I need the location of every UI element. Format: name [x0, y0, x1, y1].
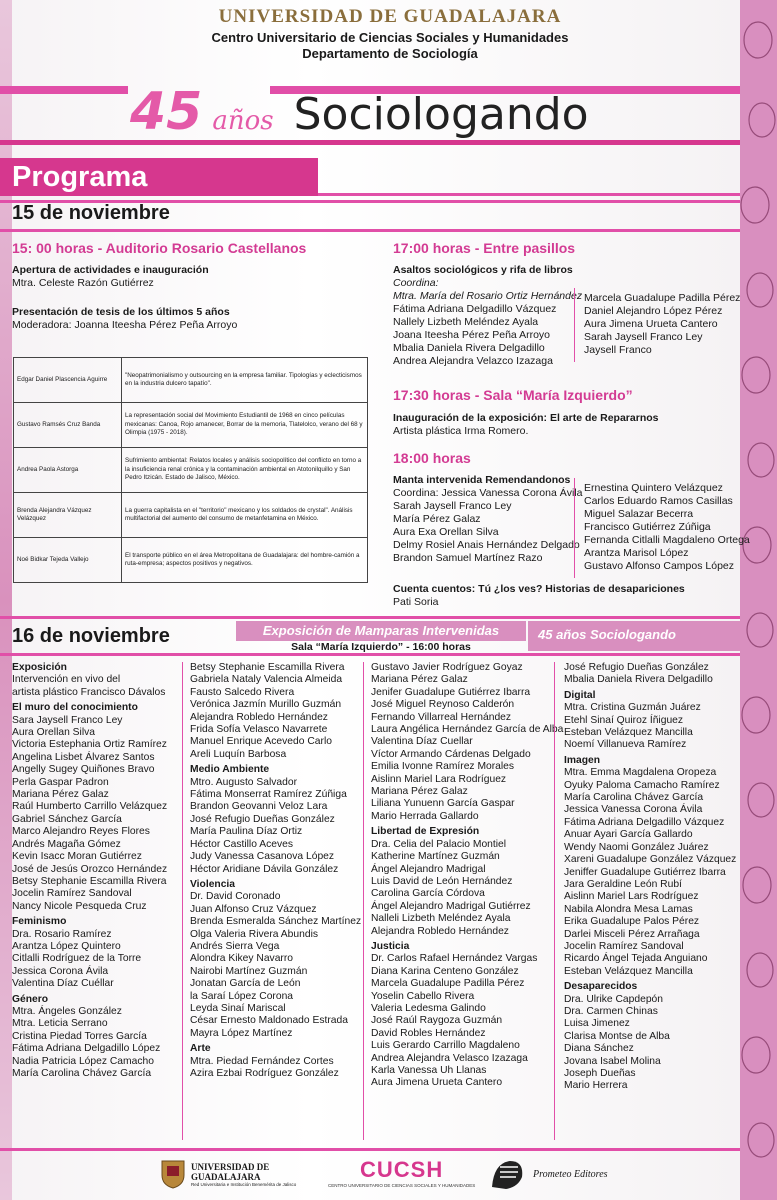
- list-item: Mbalia Daniela Rivera Delgadillo: [393, 342, 545, 354]
- list-item: Aura Exa Orellan Silva: [393, 526, 499, 538]
- list-item: Fátima Adriana Delgadillo Vázquez: [564, 816, 725, 828]
- list-item: Victoria Estephania Ortiz Ramírez: [12, 739, 167, 751]
- list-item: Mtra. Cristina Guzmán Juárez: [564, 702, 701, 714]
- list-item: Angelina Lisbet Álvarez Santos: [12, 751, 155, 763]
- thesis-title: "Neopatrimonialismo y outsourcing en la empresa familiar. Tipologías y eclecticismos en la industria dulcero tapatío".: [122, 358, 368, 403]
- list-item: Azira Ezbai Rodríguez González: [190, 1068, 339, 1079]
- list-item: María Pérez Galaz: [393, 513, 481, 525]
- list-item: Mbalia Daniela Rivera Delgadillo: [564, 674, 713, 686]
- cucsh-sub: CENTRO UNIVERSITARIO DE CIENCIAS SOCIALES Y HUMANIDADES: [328, 1183, 476, 1188]
- thesis-author: Noé Bidkar Tejeda Vallejo: [14, 538, 122, 583]
- day2-column-4: [564, 662, 736, 1093]
- list-item: Gabriela Nataly Valencia Almeida: [190, 674, 343, 686]
- list-item: Erika Guadalupe Palos Pérez: [564, 916, 700, 928]
- column-separator: [554, 662, 555, 1140]
- list-item: María Carolina Chávez García: [12, 1068, 152, 1079]
- list-item: Jeniffer Guadalupe Gutiérrez Ibarra: [564, 866, 726, 878]
- list-item: Liliana Yunuenn García Gaspar: [371, 798, 515, 810]
- section-heading: Arte: [190, 1043, 211, 1055]
- day2-date: 16 de noviembre: [12, 625, 170, 647]
- list-item: Valentina Díaz Cuéllar: [12, 978, 114, 990]
- list-item: Laura Angélica Hernández García de Alba: [371, 724, 564, 736]
- list-item: Ernestina Quintero Velázquez: [584, 482, 723, 494]
- section-heading: Feminismo: [12, 916, 67, 928]
- list-item: Fátima Adriana Delgadillo Vázquez: [393, 303, 557, 315]
- list-item: Nadia Patricia López Camacho: [12, 1055, 154, 1067]
- footer: [0, 1155, 740, 1195]
- cuenta-person: Pati Soria: [393, 596, 439, 608]
- list-item: Verónica Jazmín Murillo Guzmán: [190, 699, 342, 711]
- list-item: Mtra. Leticia Serrano: [12, 1018, 108, 1030]
- day2-column-1: [12, 662, 167, 1080]
- list-item: Carolina García Córdova: [371, 888, 485, 900]
- list-item: Aislinn Mariel Lars Rodríguez: [564, 891, 699, 903]
- list-item: Etehl Sinaí Quiroz Íñiguez: [564, 714, 684, 726]
- section-heading: Digital: [564, 689, 596, 701]
- list-item: Gustavo Javier Rodríguez Goyaz: [371, 662, 523, 673]
- list-item: David Robles Hernández: [371, 1027, 486, 1039]
- list-item: Angelly Sugey Quiñones Bravo: [12, 764, 155, 776]
- list-item: Mario Herrera: [564, 1080, 628, 1092]
- udg-logo: [160, 1159, 296, 1189]
- list-item: Fernanda Citlalli Magdaleno Ortega: [584, 534, 750, 546]
- list-item: Héctor Castillo Aceves: [190, 838, 294, 850]
- list-item: Darlei Misceli Pérez Arrañaga: [564, 928, 700, 940]
- list-item: Marcela Guadalupe Padilla Pérez: [371, 978, 525, 990]
- udg-line2: GUADALAJARA: [191, 1171, 261, 1182]
- list-item: Cristina Piedad Torres García: [12, 1030, 147, 1042]
- theses-table: [13, 357, 368, 583]
- anios-tag: 45 años Sociologando: [538, 627, 676, 642]
- thesis-title: Sufrimiento ambiental: Relatos locales y análisis sociopolítico del conflicto en torno a la insuficiencia renal crónica y la contaminación ambiental en Atotonilquillo y San Pedro Itzicán. Estado de Jalisco, México.: [122, 448, 368, 493]
- day1-1730-heading: 17:30 horas - Sala “María Izquierdo”: [393, 387, 633, 403]
- list-item: Oyuky Paloma Camacho Ramírez: [564, 779, 720, 791]
- list-item: Gabriel Sánchez García: [12, 813, 122, 825]
- manta-right-block: [584, 482, 750, 573]
- banner-line-left: [0, 86, 128, 94]
- table-row: [14, 448, 368, 493]
- list-item: la Saraí López Corona: [190, 990, 294, 1002]
- thesis-title: La guerra capitalista en el "territorio" mexicano y los soldados de crystal". Análisis multifactorial del aumento del consumo de metanfetamina en México.: [122, 493, 368, 538]
- list-item: María Paulina Díaz Ortiz: [190, 826, 303, 838]
- list-item: Esteban Velázquez Mancilla: [564, 965, 693, 977]
- programa-title: Programa: [12, 161, 148, 193]
- thesis-author: Andrea Paola Astorga: [14, 448, 122, 493]
- list-item: Noemí Villanueva Ramírez: [564, 739, 687, 751]
- asaltos-title: Asaltos sociológicos y rifa de libros: [393, 264, 573, 276]
- list-item: Fernando Villarreal Hernández: [371, 711, 512, 723]
- list-item: artista plástico Francisco Dávalos: [12, 686, 166, 698]
- list-item: Nabila Alondra Mesa Lamas: [564, 903, 693, 915]
- cucsh-logo: [328, 1157, 475, 1188]
- list-item: Jocelin Ramírez Sandoval: [564, 940, 684, 952]
- list-item: Luisa Jimenez: [564, 1018, 630, 1030]
- day1-1500-heading: 15: 00 horas - Auditorio Rosario Castellanos: [12, 240, 307, 256]
- thesis-title: El transporte público en el área Metropolitana de Guadalajara: del hombre-camión a ruta-empresa; aspectos positivos y negativos.: [122, 538, 368, 583]
- list-item: Coordina: Jessica Vanessa Corona Ávila: [393, 487, 583, 499]
- prometeo-name: Prometeo Editores: [533, 1168, 608, 1180]
- opening-person: Mtra. Celeste Razón Gutiérrez: [12, 277, 154, 289]
- list-item: Manuel Enrique Acevedo Carlo: [190, 736, 332, 748]
- list-item: Nallely Lizbeth Meléndez Ayala: [393, 316, 539, 328]
- section-heading: Exposición: [12, 662, 67, 673]
- column-separator: [182, 662, 183, 1140]
- list-item: Joseph Dueñas: [564, 1068, 636, 1079]
- column-separator: [363, 662, 364, 1140]
- list-item: José Raúl Raygoza Guzmán: [371, 1015, 503, 1027]
- table-row: [14, 358, 368, 403]
- theses-title: Presentación de tesis de los últimos 5 años: [12, 306, 230, 318]
- list-item: Wendy Naomi González Juárez: [564, 841, 709, 853]
- list-item: Mtra. Ángeles González: [12, 1005, 122, 1017]
- list-item: Marcela Guadalupe Padilla Pérez: [584, 292, 741, 304]
- anniversary-name: Sociologando: [293, 89, 589, 140]
- theses-moderator: Moderadora: Joanna Iteesha Pérez Peña Arroyo: [12, 319, 238, 331]
- anniversary-word: años: [212, 106, 274, 136]
- list-item: Nancy Nicole Pesqueda Cruz: [12, 900, 147, 912]
- list-item: Perla Gaspar Padron: [12, 776, 109, 788]
- list-item: Alondra Kikey Navarro: [190, 953, 294, 965]
- university-name: UNIVERSIDAD DE GUADALAJARA: [218, 6, 562, 27]
- department-name: Departamento de Sociología: [302, 46, 478, 61]
- manta-separator: [574, 478, 575, 578]
- list-item: Valentina Díaz Cuellar: [371, 736, 473, 748]
- list-item: Arantza López Quintero: [12, 940, 121, 952]
- list-item: Alejandra Robledo Hernández: [371, 925, 509, 937]
- list-item: Esteban Velázquez Mancilla: [564, 727, 693, 739]
- list-item: Citlalli Rodríguez de la Torre: [12, 953, 142, 965]
- list-item: Dr. David Coronado: [190, 891, 281, 903]
- anniversary-title: [130, 82, 589, 142]
- list-item: Mariana Pérez Galaz: [371, 786, 468, 798]
- section-heading: Justicia: [371, 940, 410, 952]
- list-item: Francisco Gutiérrez Zúñiga: [584, 521, 711, 533]
- list-item: Sara Jaysell Franco Ley: [12, 714, 123, 726]
- udg-line1: UNIVERSIDAD DE: [191, 1161, 270, 1172]
- cucsh-wordmark: CUCSH: [360, 1157, 444, 1182]
- list-item: Héctor Aridiane Dávila González: [190, 863, 339, 875]
- thesis-author: Gustavo Ramsés Cruz Banda: [14, 403, 122, 448]
- list-item: Fátima Monserrat Ramírez Zúñiga: [190, 789, 347, 801]
- list-item: Alejandra Robledo Hernández: [190, 711, 328, 723]
- list-item: Jessica Vanessa Corona Ávila: [564, 804, 703, 816]
- list-item: Diana Karina Centeno González: [371, 965, 519, 977]
- header: [120, 6, 660, 61]
- asaltos-block: [393, 264, 582, 368]
- thesis-author: Edgar Daniel Plascencia Aguirre: [14, 358, 122, 403]
- list-item: Miguel Salazar Becerra: [584, 508, 694, 520]
- cuenta-block: [393, 583, 685, 609]
- list-item: Sarah Jaysell Franco Ley: [393, 500, 512, 512]
- list-item: Nalleli Lizbeth Meléndez Ayala: [371, 913, 511, 925]
- list-item: Aura Jimena Urueta Cantero: [371, 1077, 503, 1089]
- anniversary-number: 45: [130, 82, 203, 142]
- section-heading: Medio Ambiente: [190, 764, 270, 776]
- list-item: Olga Valeria Rivera Abundis: [190, 928, 319, 940]
- center-name: Centro Universitario de Ciencias Sociales y Humanidades: [211, 30, 569, 45]
- mamparas-sala: Sala “María Izquierdo” - 16:00 horas: [291, 641, 471, 653]
- list-item: Ángel Alejandro Madrigal Gutiérrez: [371, 900, 531, 912]
- thesis-title: La representación social del Movimiento Estudiantil de 1968 en cinco películas mexicanas: Canoa, Rojo amanecer, Borrar de la memoria, Tlatelolco, verano del 68 y Olimpia (1975 - 2018).: [122, 403, 368, 448]
- section-heading: El muro del conocimiento: [12, 702, 138, 714]
- list-item: Mariana Pérez Galaz: [371, 674, 468, 686]
- list-item: Daniel Alejandro López Pérez: [584, 305, 723, 317]
- list-item: Mtra. Emma Magdalena Oropeza: [564, 767, 717, 779]
- list-item: Andrés Magaña Gómez: [12, 838, 121, 850]
- expo-artist: Artista plástica Irma Romero.: [393, 425, 529, 437]
- list-item: Arantza Marisol López: [584, 547, 689, 559]
- list-item: Mariana Pérez Galaz: [12, 789, 109, 801]
- list-item: Jaysell Franco: [584, 344, 652, 356]
- list-item: Brandon Samuel Martínez Razo: [393, 552, 543, 564]
- list-item: Mayra López Martínez: [190, 1027, 293, 1039]
- list-item: Luis Gerardo Carrillo Magdaleno: [371, 1040, 520, 1052]
- list-item: Dr. Carlos Rafael Hernández Vargas: [371, 953, 538, 965]
- list-item: Aislinn Mariel Lara Rodríguez: [371, 773, 507, 785]
- list-item: Areli Luquín Barbosa: [190, 748, 287, 760]
- day1-1700-heading: 17:00 horas - Entre pasillos: [393, 240, 576, 256]
- expo-block: [393, 412, 659, 438]
- list-item: Nairobi Martínez Guzmán: [190, 965, 308, 977]
- list-item: Dra. Ulrike Capdepón: [564, 993, 664, 1005]
- table-row: [14, 493, 368, 538]
- list-item: Xareni Guadalupe González Vázquez: [564, 854, 737, 866]
- list-item: Jara Geraldine León Rubí: [564, 878, 682, 890]
- list-item: Diana Sánchez: [564, 1043, 634, 1055]
- table-row: [14, 538, 368, 583]
- section-heading: Violencia: [190, 878, 236, 890]
- opening-block: [12, 264, 209, 290]
- right-decorative-faces-strip: [740, 0, 777, 1200]
- section-heading: Libertad de Expresión: [371, 826, 480, 838]
- list-item: Mario Herrada Gallardo: [371, 810, 479, 822]
- list-item: Gustavo Alfonso Campos López: [584, 560, 735, 572]
- list-item: Jenifer Guadalupe Gutiérrez Ibarra: [371, 686, 531, 698]
- prometeo-face-icon: [488, 1157, 528, 1191]
- prometeo-logo: [488, 1157, 608, 1191]
- list-item: Jocelin Ramírez Sandoval: [12, 888, 132, 900]
- expo-title: Inauguración de la exposición: El arte de Repararnos: [393, 412, 659, 424]
- list-item: Víctor Armando Cárdenas Delgado: [371, 748, 531, 760]
- list-item: Marco Alejandro Reyes Flores: [12, 826, 150, 838]
- list-item: César Ernesto Maldonado Estrada: [190, 1015, 348, 1027]
- list-item: Clarisa Montse de Alba: [564, 1030, 670, 1042]
- list-item: Leyda Sinaí Mariscal: [190, 1002, 286, 1014]
- list-item: Joana Iteesha Pérez Peña Arroyo: [393, 329, 551, 341]
- manta-title: Manta intervenida Remendandonos: [393, 474, 571, 486]
- asaltos-coordina-name: Mtra. María del Rosario Ortiz Hernández: [393, 290, 583, 302]
- list-item: Delmy Rosiel Anais Hernández Delgado: [393, 539, 580, 551]
- list-item: Sarah Jaysell Franco Ley: [584, 331, 703, 343]
- list-item: Katherine Martínez Guzmán: [371, 851, 500, 863]
- list-item: Judy Vanessa Casanova López: [190, 851, 335, 863]
- list-item: Yoselin Cabello Rivera: [371, 990, 475, 1002]
- day2-column-2: [190, 662, 361, 1080]
- list-item: José de Jesús Orozco Hernández: [12, 863, 168, 875]
- list-item: Ricardo Ángel Tejada Anguiano: [564, 953, 708, 965]
- programa-line: [318, 193, 740, 196]
- list-item: María Carolina Chávez García: [564, 792, 704, 804]
- list-item: Jovana Isabel Molina: [564, 1055, 661, 1067]
- list-item: Dra. Celia del Palacio Montiel: [371, 838, 507, 850]
- list-item: Karla Vanessa Uh Llanas: [371, 1065, 487, 1076]
- list-item: Andrea Alejandra Velazco Izazaga: [393, 355, 553, 367]
- list-item: Dra. Carmen Chinas: [564, 1005, 658, 1017]
- list-item: Luis David de León Hernández: [371, 875, 513, 887]
- list-item: Anuar Ayari García Gallardo: [564, 829, 693, 841]
- list-item: Fátima Adriana Delgadillo López: [12, 1043, 161, 1055]
- list-item: Brandon Geovanni Veloz Lara: [190, 801, 328, 813]
- udg-sub: Red Universitaria e Institución Benemérita de Jalisco: [191, 1181, 297, 1187]
- list-item: Juan Alfonso Cruz Vázquez: [190, 903, 317, 915]
- list-item: Valeria Ledesma Galindo: [371, 1002, 486, 1014]
- list-item: Intervención en vivo del: [12, 674, 121, 686]
- list-item: Brenda Esmeralda Sánchez Martínez: [190, 916, 362, 928]
- mamparas-title: Exposición de Mamparas Intervenidas: [262, 623, 500, 638]
- list-item: Dra. Rosario Ramírez: [12, 928, 112, 940]
- day2-column-3: [371, 662, 563, 1090]
- section-heading: Desaparecidos: [564, 981, 638, 993]
- list-item: Carlos Eduardo Ramos Casillas: [584, 495, 733, 507]
- udg-shield-icon: [160, 1159, 186, 1189]
- list-item: Andrés Sierra Vega: [190, 940, 280, 952]
- day1-date: 15 de noviembre: [12, 202, 170, 224]
- section-heading: Género: [12, 993, 49, 1005]
- list-item: José Miguel Reynoso Calderón: [371, 699, 515, 711]
- list-item: Raúl Humberto Carrillo Velázquez: [12, 801, 168, 813]
- list-item: Aura Orellan Silva: [12, 727, 95, 739]
- list-item: José Refugio Dueñas González: [190, 813, 335, 825]
- footer-line: [0, 1148, 740, 1151]
- theses-block: [12, 306, 237, 332]
- table-row: [14, 403, 368, 448]
- list-item: Ángel Alejandro Madrigal: [371, 863, 486, 875]
- day1-1800-heading: 18:00 horas: [393, 450, 471, 466]
- list-item: Betsy Stephanie Escamilla Rivera: [190, 662, 345, 673]
- list-item: José Refugio Dueñas González: [564, 662, 709, 673]
- section-heading: Imagen: [564, 754, 601, 766]
- opening-title: Apertura de actividades e inauguración: [12, 264, 209, 276]
- list-item: Frida Sofía Velasco Navarrete: [190, 724, 328, 736]
- list-item: Jessica Corona Ávila: [12, 965, 109, 977]
- list-item: Mtra. Piedad Fernández Cortes: [190, 1055, 334, 1067]
- asaltos-right-block: [584, 292, 740, 357]
- list-item: Emilia Ivonne Ramírez Morales: [371, 761, 515, 773]
- thesis-author: Brenda Alejandra Vázquez Velázquez: [14, 493, 122, 538]
- list-item: Jonatan García de León: [190, 978, 301, 990]
- manta-block: [393, 474, 583, 565]
- list-item: Andrea Alejandra Velasco Izazaga: [371, 1052, 528, 1064]
- list-item: Mtro. Augusto Salvador: [190, 776, 298, 788]
- list-item: Kevin Isacc Moran Gutiérrez: [12, 851, 142, 863]
- asaltos-separator: [574, 288, 575, 362]
- list-item: Betsy Stephanie Escamilla Rivera: [12, 875, 167, 887]
- list-item: Fausto Salcedo Rivera: [190, 686, 295, 698]
- list-item: Aura Jimena Urueta Cantero: [584, 318, 718, 330]
- cuenta-title: Cuenta cuentos: Tú ¿los ves? Historias de desapariciones: [393, 583, 685, 595]
- asaltos-coordina-label: Coordina:: [393, 277, 439, 289]
